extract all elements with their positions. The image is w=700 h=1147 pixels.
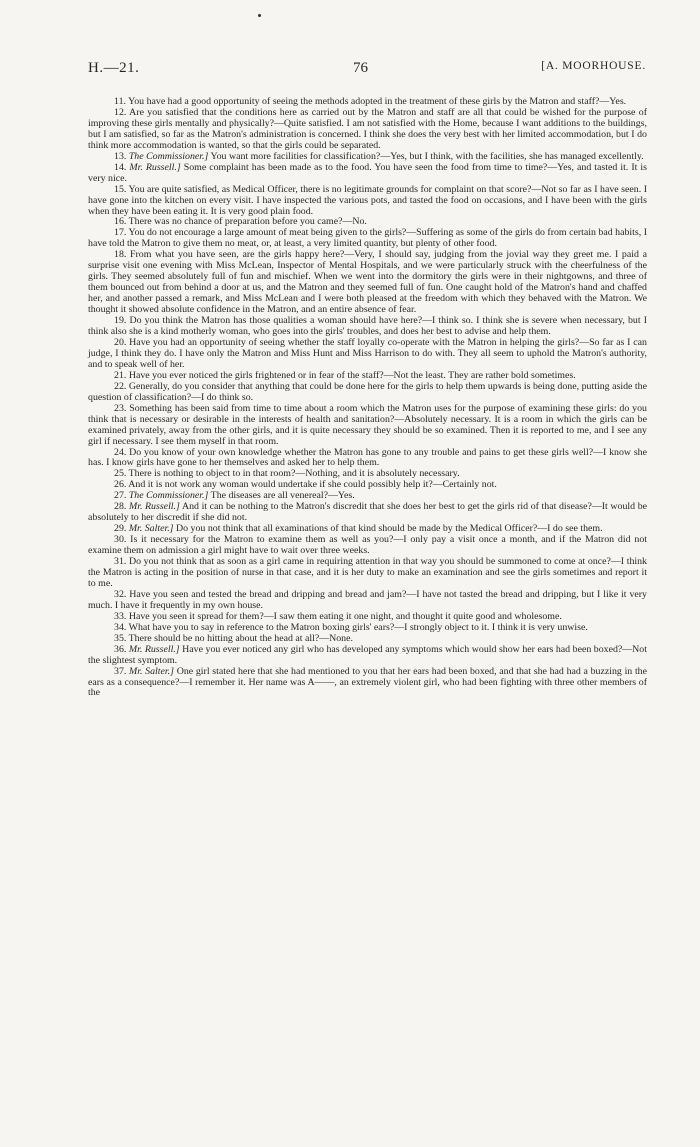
question-number: 27. (114, 490, 129, 502)
testimony-paragraph: 25. There is nothing to object to in that room?—Nothing, and it is absolutely necessary. (114, 468, 460, 480)
speaker-name: The Commissioner.] (128, 150, 209, 162)
testimony-paragraph: 32. Have you seen and tested the bread and dripping and bread and jam?—I have not tasted the bread and dripping, but I like it very much. I have it frequently in my own house. (88, 588, 647, 611)
testimony-paragraph: 30. Is it necessary for the Matron to examine them as well as you?—I only pay a visit once a month, and if the Matron did not examine them on admission a girl might have to wait over three weeks. (88, 534, 647, 557)
testimony-paragraph: 18. From what you have seen, are the girls happy here?—Very, I should say, judging from the jovial way they greet me. I paid a surprise visit one evening with Miss McLean, Inspector of Mental Hospitals, and we were particularly struck with the cheerfulness of the girls. They seemed absolutely full of fun and mischief. When we went into the dormitory the girls were in their nightgowns, and three of them bounced out from behind a door at us, and the Matron and they seemed full of fun. One caught hold of the Matron's hand and chaffed her, and another passed a remark, and Miss McLean and I were both pleased at the freedom with which they behaved with the Matron. We thought it showed absolute confidence in the Matron, and an entire absence of fear. (88, 249, 647, 316)
question-number: 14. (114, 161, 130, 173)
testimony-paragraph: 16. There was no chance of preparation before you came?—No. (114, 216, 367, 228)
paragraph-text: And it can be nothing to the Matron's discredit that she does her best to get the girls rid of that disease?—It would be absolutely to her discredit if she did not. (88, 501, 648, 524)
testimony-paragraph: 31. Do you not think that as soon as a girl came in requiring attention in that way you should be summoned to come at once?—I think the Matron is acting in the position of nurse in that case, and it is her duty to make an examination and see the girls sometimes and report it to me. (88, 556, 647, 589)
testimony-paragraph (88, 502, 647, 524)
testimony-paragraph: 33. Have you seen it spread for them?—I saw them eating it one night, and thought it quite good and wholesome. (114, 610, 562, 622)
testimony-paragraph: 24. Do you know of your own knowledge whether the Matron has gone to any trouble and pains to get these girls well?—I know she has. I know girls have gone to her themselves and asked her to help them. (88, 446, 647, 469)
speaker-name: Mr. Salter.] (129, 665, 174, 677)
speaker-name: Mr. Russell.] (129, 161, 181, 173)
testimony-paragraph: 21. Have you ever noticed the girls frightened or in fear of the staff?—Not the least. They are rather bold sometimes. (114, 369, 576, 381)
paragraph-text: The diseases are all venereal?—Yes. (208, 490, 355, 502)
testimony-paragraph: 11. You have had a good opportunity of seeing the methods adopted in the treatment of these girls by the Matron and staff?—Yes. (114, 96, 627, 107)
testimony-paragraph: 22. Generally, do you consider that anything that could be done here for the girls to help them upwards is being done, putting aside the question of classification?—I do think so. (88, 380, 647, 403)
testimony-paragraph: 17. You do not encourage a large amount of meat being given to the girls?—Suffering as some of the girls do from certain bad habits, I have told the Matron to give them no meat, or, at least, a very limited quantity, but plenty of other food. (88, 227, 647, 250)
testimony-paragraph: 23. Something has been said from time to time about a room which the Matron uses for the purpose of examining these girls: do you think that is necessary or desirable in the interests of health and sanitation?—Absolutely necessary. It is a room in which the girls can be examined privately, away from the other girls, and it is quite necessary they should be so examined. Then it is reported to me, and I see any girl if necessary. I see them myself in that room. (88, 402, 647, 447)
paragraph-text: Some complaint has been made as to the food. You have seen the food from time to time?—Yes, and tasted it. It is very nice. (88, 161, 648, 184)
question-number: 29. (114, 523, 129, 535)
question-number: 37. (114, 665, 130, 677)
testimony-body (88, 97, 647, 699)
testimony-paragraph: 26. And it is not work any woman would undertake if she could possibly help it?—Certainly not. (114, 479, 497, 491)
testimony-paragraph: 19. Do you think the Matron has those qualities a woman should have here?—I think so. I think she is severe when necessary, but I think also she is a kind motherly woman, who goes into the girls' troubles, and does her best to advise and help them. (88, 315, 647, 338)
paragraph-text: You want more facilities for classification?—Yes, but I think, with the facilities, she has managed excellently. (208, 150, 644, 162)
page-number: 76 (353, 60, 368, 76)
page-header (88, 60, 646, 80)
ink-speck (258, 14, 261, 17)
testimony-paragraph: 20. Have you had an opportunity of seeing whether the staff loyally co-operate with the Matron in helping the girls?—So far as I can judge, I think they do. I have only the Matron and Miss Hunt and Miss Harrison to do with. They all seem to uphold the Matron's authority, and to speak well of her. (88, 336, 647, 370)
speaker-name: Mr. Salter.] (128, 523, 174, 535)
paragraph-text: Have you ever noticed any girl who has developed any symptoms which would show her ears had been boxed?—Not the slightest symptom. (88, 643, 647, 666)
testimony-paragraph: 12. Are you satisfied that the conditions here as carried out by the Matron and staff are all that could be wished for the purpose of improving these girls mentally and physically?—Quite satisfied. I am not satisfied with the Home, because I want additions to the buildings, but I am satisfied, so far as the Matron's administration is concerned. I think she does the very best with her limited accommodation, but I do think more accommodation is wanted, so that the girls could be separated. (88, 106, 647, 151)
speaker-name: The Commissioner.] (128, 490, 209, 502)
question-number: 36. (114, 643, 129, 655)
testimony-paragraph (88, 667, 647, 700)
testimony-paragraph: 34. What have you to say in reference to the Matron boxing girls' ears?—I strongly object to it. I think it is very unwise. (114, 621, 588, 633)
document-reference: H.—21. (88, 60, 140, 76)
testimony-paragraph: 35. There should be no hitting about the head at all?—None. (114, 632, 353, 644)
question-number: 13. (114, 150, 129, 162)
question-number: 28. (114, 501, 129, 513)
witness-name: [A. MOORHOUSE. (541, 60, 646, 72)
testimony-paragraph: 15. You are quite satisfied, as Medical Officer, there is no legitimate grounds for complaint on that score?—Not so far as I have seen. I have gone into the kitchen on every visit. I have inspected the various pots, and tasted the food on occasions, and I have been with the girls when they have been eating it. It is very good plain food. (88, 183, 647, 217)
testimony-paragraph (88, 645, 647, 667)
testimony-paragraph (88, 163, 647, 185)
speaker-name: Mr. Russell.] (128, 643, 180, 655)
speaker-name: Mr. Russell.] (128, 501, 180, 513)
paragraph-text: Do you not think that all examinations of that kind should be made by the Medical Officer?—I do see them. (173, 523, 603, 535)
paragraph-text: One girl stated here that she had mentioned to you that her ears had been boxed, and that she had had a buzzing in the ears as a consequence?—I remember it. Her name was A——, an extremely violent girl, who had been fighting with three other members of the (88, 665, 648, 699)
